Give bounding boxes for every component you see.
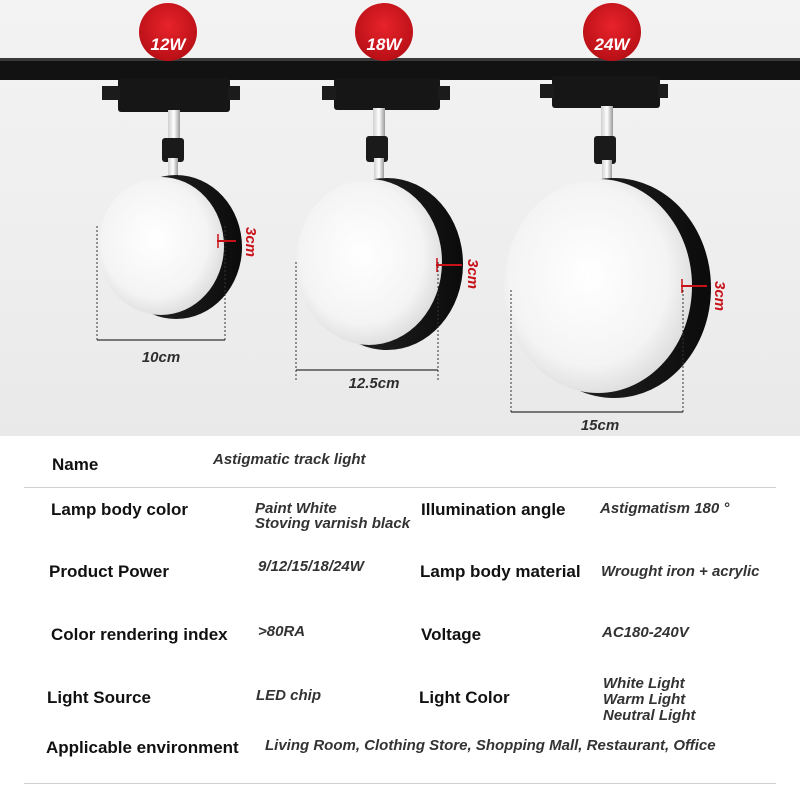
dimension-15cm: 15cm — [580, 417, 620, 434]
thickness-label-24w: 3cm — [711, 280, 728, 312]
illumination-angle-value: Astigmatism 180 ° — [600, 500, 730, 517]
body-color-value-1: Paint White — [255, 500, 337, 517]
product-power-label: Product Power — [49, 562, 169, 581]
light-color-value-2: Warm Light — [603, 691, 686, 708]
body-color-label: Lamp body color — [51, 500, 188, 519]
voltage-label: Voltage — [421, 625, 482, 644]
dimension-10cm: 10cm — [141, 349, 181, 366]
color-rendering-label: Color rendering index — [51, 625, 228, 644]
badge-24w-label: 24W — [594, 35, 630, 54]
badge-18w-label: 18W — [366, 35, 402, 54]
light-source-label: Light Source — [47, 688, 151, 707]
name-value: Astigmatic track light — [213, 451, 366, 468]
lamp-24w — [504, 76, 711, 414]
body-material-value: Wrought iron + acrylic — [601, 563, 760, 580]
light-color-label: Light Color — [419, 688, 510, 707]
track-rail — [0, 58, 800, 80]
lamp-18w — [296, 78, 463, 382]
lamp-12w — [97, 78, 242, 342]
environment-label: Applicable environment — [46, 738, 239, 757]
environment-value: Living Room, Clothing Store, Shopping Mall, Restaurant, Office — [265, 737, 716, 754]
product-power-value: 9/12/15/18/24W — [258, 558, 364, 575]
divider-top — [24, 487, 776, 488]
thickness-label-18w: 3cm — [464, 258, 481, 290]
voltage-value: AC180-240V — [602, 624, 689, 641]
light-source-value: LED chip — [256, 687, 322, 704]
body-color-value-2: Stoving varnish black — [255, 515, 411, 532]
body-material-label: Lamp body material — [420, 562, 581, 581]
name-label: Name — [52, 455, 99, 474]
thickness-label-12w: 3cm — [242, 226, 259, 258]
illumination-angle-label: Illumination angle — [421, 500, 566, 519]
color-rendering-value: >80RA — [258, 623, 306, 640]
divider-bottom — [24, 783, 776, 784]
badge-12w-label: 12W — [150, 35, 186, 54]
dimension-12-5cm: 12.5cm — [348, 375, 400, 392]
light-color-value-1: White Light — [603, 675, 685, 692]
light-color-value-3: Neutral Light — [603, 707, 696, 724]
